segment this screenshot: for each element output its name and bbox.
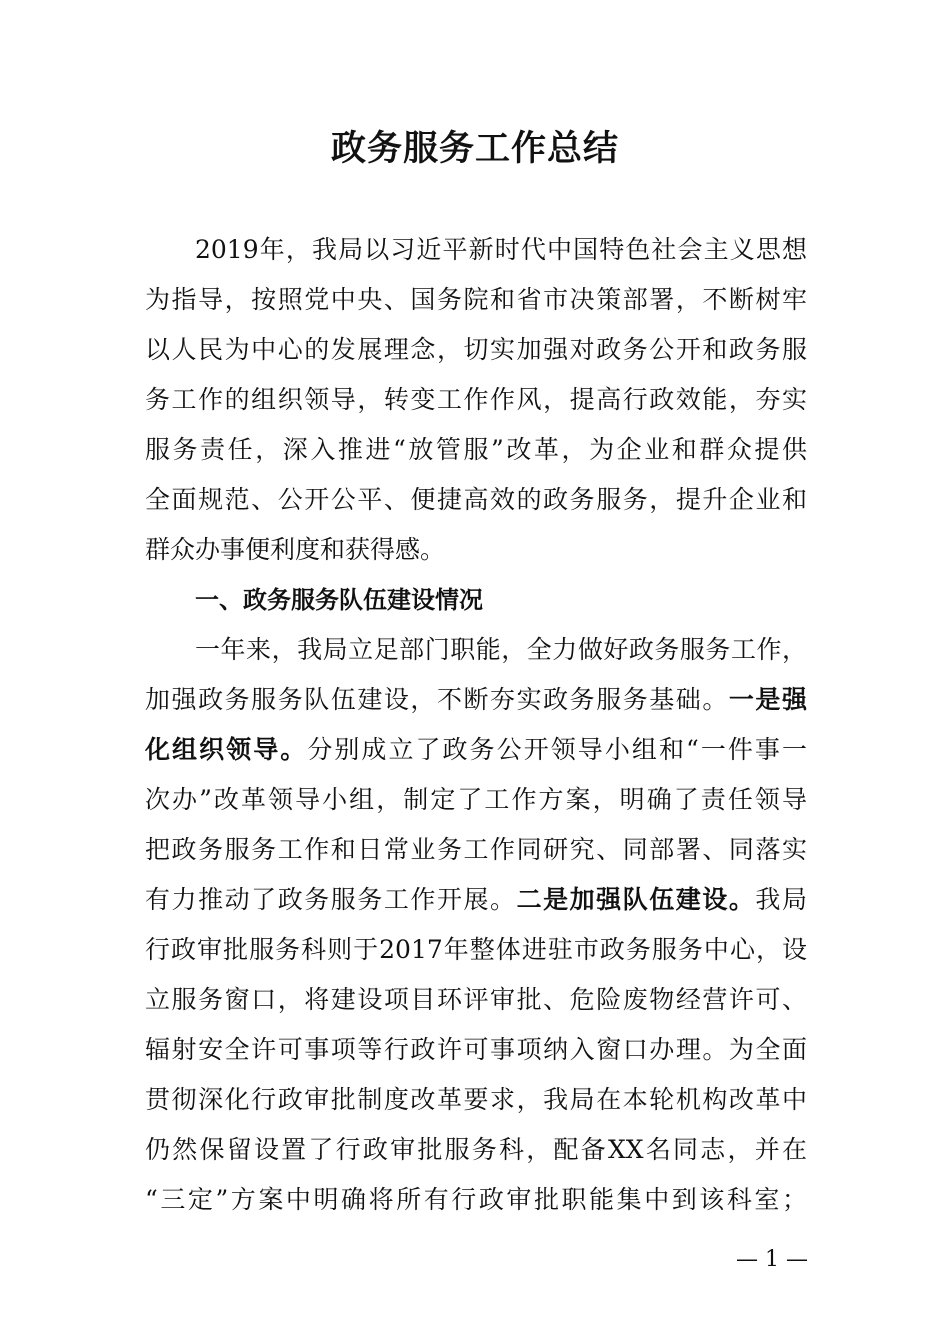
paragraph-line: 贯彻深化行政审批制度改革要求，我局在本轮机构改革中 — [145, 1085, 807, 1114]
paragraph-line: 把政务服务工作和日常业务工作同研究、同部署、同落实 — [145, 835, 807, 864]
paragraph-line: 服务责任，深入推进“放管服”改革，为企业和群众提供 — [145, 435, 807, 464]
line-text: 我局 — [755, 885, 807, 914]
paragraph-line: 次办”改革领导小组，制定了工作方案，明确了责任领导 — [145, 785, 807, 814]
paragraph-line — [145, 875, 807, 925]
paragraph-line: 全面规范、公开公平、便捷高效的政务服务，提升企业和 — [145, 485, 807, 514]
emphasis-text: 化组织领导。 — [145, 735, 308, 764]
emphasis-text: 二是加强队伍建设。 — [516, 885, 756, 914]
paragraph-line: 以人民为中心的发展理念，切实加强对政务公开和政务服 — [145, 335, 807, 364]
paragraph-line: 辐射安全许可事项等行政许可事项纳入窗口办理。为全面 — [145, 1035, 807, 1064]
paragraph-line: 立服务窗口，将建设项目环评审批、危险废物经营许可、 — [145, 985, 807, 1014]
emphasis-text: 一是强 — [728, 685, 807, 714]
section-heading: 一、政务服务队伍建设情况 — [195, 586, 483, 614]
paragraph-line — [145, 675, 807, 725]
paragraph-line: 2019年，我局以习近平新时代中国特色社会主义思想 — [195, 235, 807, 264]
paragraph-line: 仍然保留设置了行政审批服务科，配备XX名同志，并在 — [145, 1135, 807, 1164]
paragraph-line: 务工作的组织领导，转变工作作风，提高行政效能，夯实 — [145, 385, 807, 414]
paragraph-line: 群众办事便利度和获得感。 — [145, 535, 446, 564]
paragraph-line: 一年来，我局立足部门职能，全力做好政务服务工作， — [195, 635, 807, 664]
page-number: — 1 — — [736, 1247, 808, 1272]
document-title: 政务服务工作总结 — [330, 129, 619, 169]
line-text: 分别成立了政务公开领导小组和“一件事一 — [307, 735, 807, 764]
paragraph-line: “三定”方案中明确将所有行政审批职能集中到该科室； — [145, 1185, 807, 1214]
paragraph-line — [145, 725, 807, 775]
line-text: 有力推动了政务服务工作开展。 — [145, 885, 517, 914]
line-text: 加强政务服务队伍建设，不断夯实政务服务基础。 — [145, 685, 729, 714]
paragraph-line: 为指导，按照党中央、国务院和省市决策部署，不断树牢 — [145, 285, 807, 314]
paragraph-line: 行政审批服务科则于2017年整体进驻市政务服务中心，设 — [145, 935, 807, 964]
